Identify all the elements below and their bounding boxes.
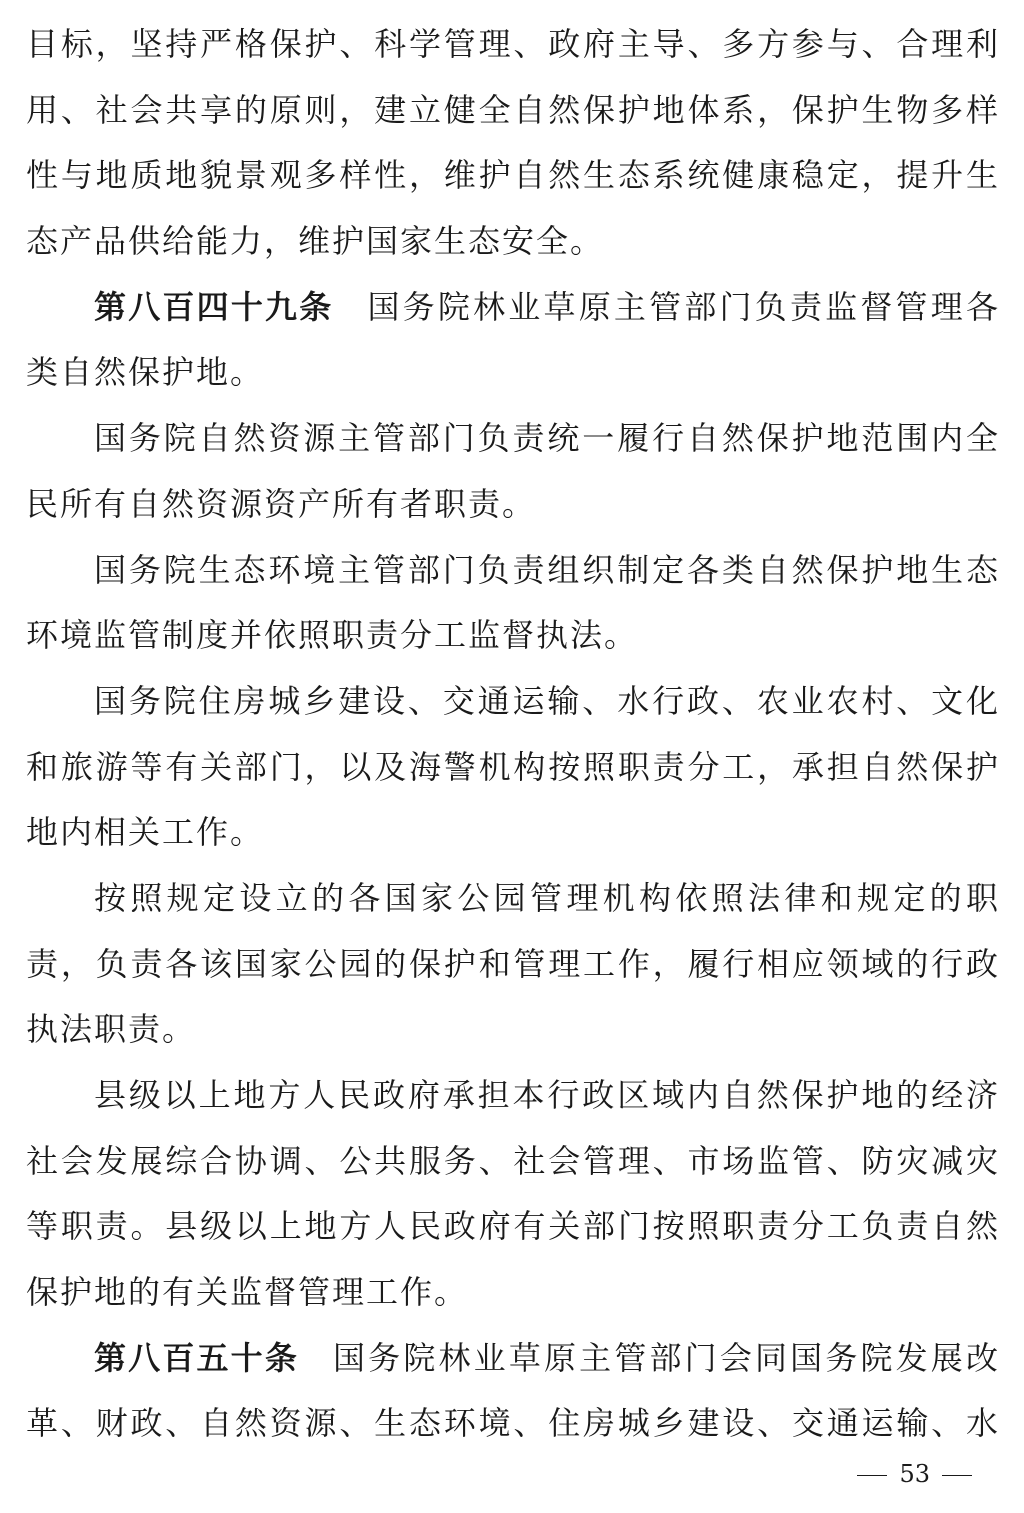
text-line: 和旅游等有关部门，以及海警机构按照职责分工，承担自然保护 <box>26 747 1000 786</box>
page-number: 53 <box>899 1460 930 1488</box>
document-page <box>26 12 1000 1457</box>
article-heading: 第八百四十九条 <box>94 287 334 326</box>
text-line: 环境监管制度并依照职责分工监督执法。 <box>26 616 639 655</box>
text-line: 用、社会共享的原则，建立健全自然保护地体系，保护生物多样 <box>26 90 1000 129</box>
text-line: 县级以上地方人民政府承担本行政区域内自然保护地的经济 <box>94 1076 1000 1114</box>
dash-right-icon <box>942 1475 972 1476</box>
text-line: 国务院自然资源主管部门负责统一履行自然保护地范围内全 <box>94 419 1000 458</box>
text-line: 保护地的有关监督管理工作。 <box>26 1273 469 1312</box>
article-heading: 第八百五十条 <box>94 1338 299 1377</box>
article-text: 国务院林业草原主管部门负责监督管理各 <box>367 287 1000 326</box>
text-line: 国务院住房城乡建设、交通运输、水行政、农业农村、文化 <box>94 681 1000 720</box>
text-line: 地内相关工作。 <box>26 813 265 852</box>
text-line: 社会发展综合协调、公共服务、社会管理、市场监管、防灾减灾 <box>26 1141 1000 1180</box>
article-text: 国务院林业草原主管部门会同国务院发展改 <box>333 1338 1000 1377</box>
text-line: 国务院生态环境主管部门负责组织制定各类自然保护地生态 <box>94 550 1000 589</box>
text-line: 按照规定设立的各国家公园管理机构依照法律和规定的职 <box>94 878 1000 917</box>
text-line: 态产品供给能力，维护国家生态安全。 <box>26 222 605 261</box>
text-line: 性与地质地貌景观多样性，维护自然生态系统健康稳定，提升生 <box>26 156 1000 195</box>
text-line: 责，负责各该国家公园的保护和管理工作，履行相应领域的行政 <box>26 944 1000 983</box>
text-line: 等职责。县级以上地方人民政府有关部门按照职责分工负责自然 <box>26 1207 1000 1246</box>
text-line: 执法职责。 <box>26 1010 197 1049</box>
text-line: 民所有自然资源资产所有者职责。 <box>26 484 537 523</box>
article-850-first-line <box>26 1326 1000 1392</box>
dash-left-icon <box>857 1475 887 1476</box>
text-line: 革、财政、自然资源、生态环境、住房城乡建设、交通运输、水 <box>26 1404 1000 1443</box>
article-849-first-line <box>26 275 1000 341</box>
text-line: 目标，坚持严格保护、科学管理、政府主导、多方参与、合理利 <box>26 25 1000 63</box>
text-line: 类自然保护地。 <box>26 353 265 392</box>
